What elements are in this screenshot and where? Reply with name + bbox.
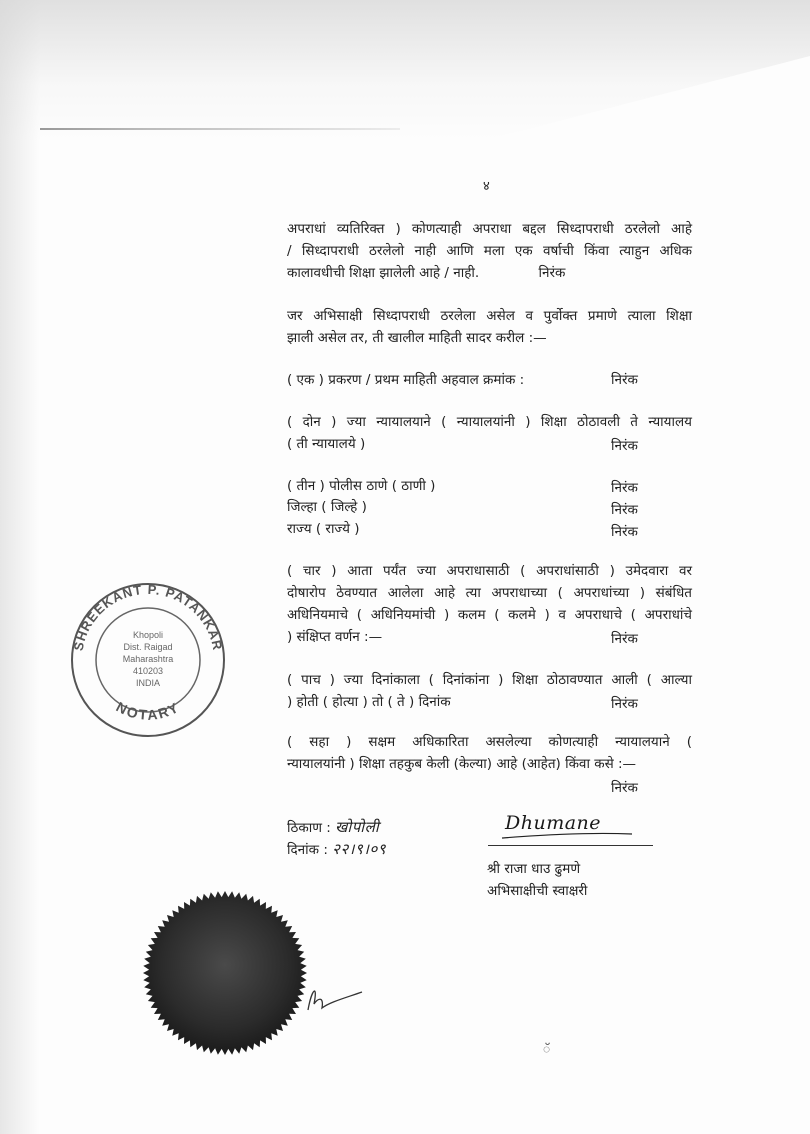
seal-line5: INDIA [135,678,161,688]
para1-line3-text: कालावधीची शिक्षा झालेली आहे / नाही. [287,265,480,281]
item-pach-line2: ) होती ( होत्या ) तो ( ते ) दिनांक [287,694,451,710]
item-teen-nil: निरंक [611,480,638,496]
signer-name: श्री राजा धाउ ढुमणे [487,861,581,877]
para1-nil: निरंक [538,265,566,281]
seal-line3: Maharashtra [122,654,174,664]
date-label: दिनांक : [287,842,328,858]
seal-ring-top: SHREEKANT P. PATANKAR [70,581,226,653]
item-char-line1: ( चार ) आता पर्यंत ज्या अपराधासाठी ( अपराधांसाठी ) उमेदवारा वर [287,563,692,579]
item-ek: ( एक ) प्रकरण / प्रथम माहिती अहवाल क्रमांक : [287,372,525,388]
signature: Dhumane [505,812,602,834]
seal-line1: Khopoli [132,630,164,640]
embossed-seal-icon [140,888,310,1058]
item-pach-line1: ( पाच ) ज्या दिनांकाला ( दिनांकांना ) शिक्षा ठोठावण्यात आली ( आल्या [287,672,692,688]
item-ek-nil: निरंक [611,372,638,388]
para1-line1: अपराधां व्यतिरिक्त ) कोणत्याही अपराधा बद्दल सिध्दापराधी ठरलेलो आहे [287,221,692,237]
item-don-line2: ( ती न्यायालये ) [287,436,366,452]
para1-line2: / सिध्दापराधी ठरलेलो नाही आणि मला एक वर्षाची किंवा त्याहुन अधिक [287,243,692,259]
signature-line [488,845,653,846]
place-value: खोपोली [335,818,380,836]
fold-line [40,128,400,130]
date-row [287,838,487,861]
page-number: ४ [483,179,490,194]
item-char-nil: निरंक [611,631,638,647]
item-rajya: राज्य ( राज्ये ) [287,521,360,537]
page-mark-icon: ॅ [543,1042,551,1056]
notary-seal-icon [60,580,235,740]
date-value: २२।९।०९ [332,840,387,858]
signature-flourish [500,808,640,848]
item-pach-nil: निरंक [611,696,638,712]
item-char-line2: दोषारोप ठेवण्यात आलेला आहे त्या अपराधाच्या ( अपराधांच्या ) संबंधित [287,585,692,601]
item-don-line1: ( दोन ) ज्या न्यायालयाने ( न्यायालयांनी ) शिक्षा ठोठावली ते न्यायालय [287,414,692,430]
item-saha-line2: न्यायालयांनी ) शिक्षा तहकुब केली (केल्या) आहे (आहेत) किंवा कसे :— [287,756,637,772]
item-rajya-nil: निरंक [611,524,638,540]
seal-line2: Dist. Raigad [123,642,173,652]
seal-ring-bottom: NOTARY [113,698,183,723]
item-don-nil: निरंक [611,438,638,454]
item-jilha-nil: निरंक [611,502,638,518]
item-char-line4: ) संक्षिप्त वर्णन :— [287,629,383,645]
item-jilha: जिल्हा ( जिल्हे ) [287,499,367,515]
scan-shadow-top [0,0,810,140]
para1-line3 [287,262,692,284]
item-teen: ( तीन ) पोलीस ठाणे ( ठाणी ) [287,478,436,494]
place-row [287,816,487,839]
place-label: ठिकाण : [287,820,331,836]
item-saha-nil: निरंक [611,780,638,796]
scan-shadow-left [0,0,40,1134]
signer-title: अभिसाक्षीची स्वाक्षरी [487,883,588,899]
para2-line1: जर अभिसाक्षी सिध्दापराधी ठरलेला असेल व पुर्वोक्त प्रमाणे त्याला शिक्षा [287,308,692,324]
seal-line4: 410203 [132,666,164,676]
svg-text:NOTARY [114,699,183,723]
item-saha-line1: ( सहा ) सक्षम अधिकारिता असलेल्या कोणत्याही न्यायालयाने ( [287,734,692,750]
initials-mark-icon [300,978,370,1018]
para2-line2: झाली असेल तर, ती खालील माहिती सादर करील :— [287,330,547,346]
item-char-line3: अधिनियमाचे ( अधिनियमांची ) कलम ( कलमे ) व अपराधाचे ( अपराधांचे [287,607,692,623]
